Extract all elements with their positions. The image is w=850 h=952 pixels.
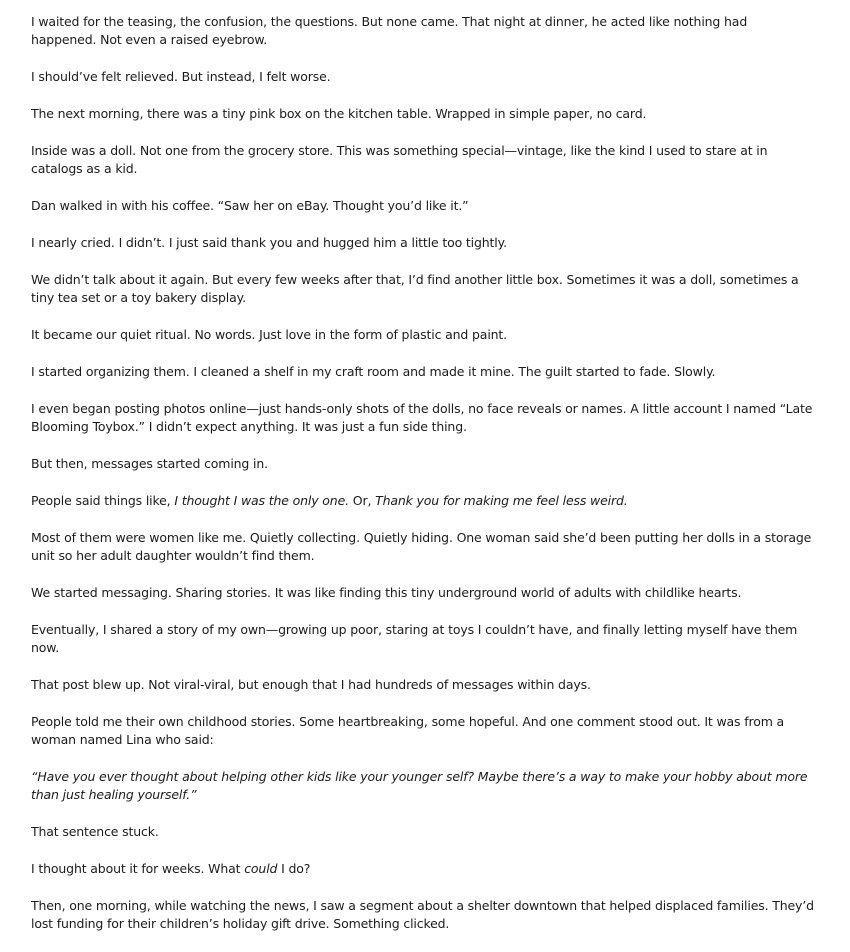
paragraph: It became our quiet ritual. No words. Just love in the form of plastic and paint. bbox=[31, 327, 507, 342]
paragraph: That post blew up. Not viral-viral, but enough that I had hundreds of messages within days. bbox=[31, 677, 591, 692]
paragraph: I nearly cried. I didn’t. I just said thank you and hugged him a little too tightly. bbox=[31, 235, 507, 250]
paragraph: I should’ve felt relieved. But instead, I felt worse. bbox=[31, 69, 331, 84]
italic-quote-paragraph bbox=[31, 768, 816, 804]
paragraph: Dan walked in with his coffee. “Saw her on eBay. Thought you’d like it.” bbox=[31, 198, 469, 213]
paragraph: Eventually, I shared a story of my own—growing up poor, staring at toys I couldn’t have, and finally letting myself have them now. bbox=[31, 622, 798, 655]
paragraph: I even began posting photos online—just hands-only shots of the dolls, no face reveals or names. A little account I named “Late Blooming Toybox.” I didn’t expect anything. It was just a fun side thing. bbox=[31, 401, 813, 434]
paragraph: Most of them were women like me. Quietly collecting. Quietly hiding. One woman said she’d been putting her dolls in a storage unit so her adult daughter wouldn’t find them. bbox=[31, 530, 812, 563]
text: People said things like, bbox=[31, 493, 175, 508]
paragraph: I started organizing them. I cleaned a shelf in my craft room and made it mine. The guilt started to fade. Slowly. bbox=[31, 364, 716, 379]
emphasis: could bbox=[244, 861, 278, 876]
article-body bbox=[31, 13, 816, 952]
text: I do? bbox=[277, 861, 311, 876]
paragraph: Inside was a doll. Not one from the grocery store. This was something special—vintage, like the kind I used to stare at in catalogs as a kid. bbox=[31, 143, 768, 176]
paragraph: We didn’t talk about it again. But every few weeks after that, I’d find another little box. Sometimes it was a doll, sometimes a tiny tea set or a toy bakery display. bbox=[31, 272, 799, 305]
paragraph: People told me their own childhood stories. Some heartbreaking, some hopeful. And one comment stood out. It was from a woman named Lina who said: bbox=[31, 714, 785, 747]
paragraph: Then, one morning, while watching the news, I saw a segment about a shelter downtown that helped displaced families. They’d lost funding for their children’s holiday gift drive. Something clicked. bbox=[31, 898, 814, 931]
text: Or, bbox=[348, 493, 376, 508]
italic-quote: Thank you for making me feel less weird. bbox=[375, 493, 628, 508]
paragraph: But then, messages started coming in. bbox=[31, 456, 268, 471]
paragraph: The next morning, there was a tiny pink box on the kitchen table. Wrapped in simple paper, no card. bbox=[31, 106, 647, 121]
italic-quote: “Have you ever thought about helping other kids like your younger self? Maybe there’s a way to make your hobby about more than just healing yourself.” bbox=[31, 769, 808, 802]
italic-quote: I thought I was the only one. bbox=[174, 493, 349, 508]
paragraph: We started messaging. Sharing stories. It was like finding this tiny underground world of adults with childlike hearts. bbox=[31, 585, 742, 600]
paragraph-with-emphasis bbox=[31, 860, 816, 878]
paragraph: I waited for the teasing, the confusion, the questions. But none came. That night at dinner, he acted like nothing had happened. Not even a raised eyebrow. bbox=[31, 14, 748, 47]
paragraph: That sentence stuck. bbox=[31, 824, 159, 839]
paragraph-with-quotes bbox=[31, 492, 816, 510]
text: I thought about it for weeks. What bbox=[31, 861, 245, 876]
